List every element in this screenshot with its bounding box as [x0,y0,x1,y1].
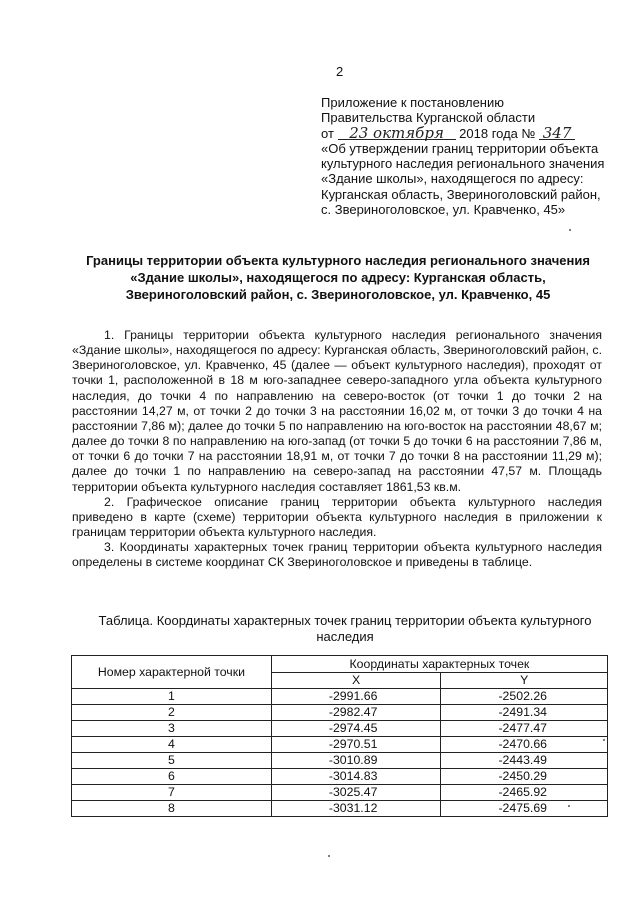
scan-speck [328,855,330,857]
header-y: Y [441,673,608,689]
point-number: 2 [72,705,272,721]
appendix-subject-line: Курганская область, Звериноголовский район, [321,186,601,202]
point-number: 7 [72,785,272,801]
coord-x: -2974.45 [271,721,441,737]
appendix-subject-line: с. Звериноголовское, ул. Кравченко, 45» [321,202,566,218]
scan-speck [603,739,605,741]
handwritten-number: 347 [539,126,575,141]
point-number: 8 [72,801,272,817]
coord-x: -2991.66 [271,689,441,705]
table-row [72,721,608,737]
coord-y: -2470.66 [441,737,608,753]
table-row [72,753,608,769]
scan-speck [568,805,570,807]
coord-y: -2491.34 [441,705,608,721]
coord-y: -2477.47 [441,721,608,737]
from-prefix: от [321,125,334,141]
handwritten-date: 23 октября [338,126,456,141]
coord-x: -2982.47 [271,705,441,721]
table-row [72,689,608,705]
coord-y: -2450.29 [441,769,608,785]
appendix-line-1: Приложение к постановлению [321,95,504,110]
point-number: 4 [72,737,272,753]
paragraph: 3. Координаты характерных точек границ территории объекта культурного наследия определены в системе координат СК Звериноголовское и приведены в таблице. [72,540,602,570]
table-row [72,705,608,721]
coord-y: -2443.49 [441,753,608,769]
year-text: 2018 года № [459,125,536,141]
coord-x: -3025.47 [271,785,441,801]
appendix-date-line [321,123,621,142]
coordinates-table [71,655,608,817]
appendix-subject-line: «Об утверждении границ территории объекта [321,140,599,156]
header-point-number: Номер характерной точки [72,656,272,689]
point-number: 1 [72,689,272,705]
appendix-subject-line: «Здание школы», находящегося по адресу: [321,171,584,187]
scan-speck [569,229,571,231]
appendix-line-2: Правительства Курганской области [321,110,536,126]
table-row [72,769,608,785]
coord-y: -2502.26 [441,689,608,705]
point-number: 3 [72,721,272,737]
document-title: Границы территории объекта культурного наследия регионального значения «Здание школы», находящегося по адресу: Курганская область, Звериноголовский район, с. Звериноголовское, ул. Кравченко, 45 [86,253,590,302]
coord-y: -2475.69 [441,801,608,817]
body-text [72,328,602,571]
coord-x: -3014.83 [271,769,441,785]
paragraph: 2. Графическое описание границ территории объекта культурного наследия приведено в карте (схеме) территории объекта культурного наследия в приложении к границам территории объекта культурного наследия. [72,494,602,540]
header-x: X [271,673,441,689]
appendix-subject-line: культурного наследия регионального значения [321,156,605,172]
table-row [72,737,608,753]
point-number: 5 [72,753,272,769]
paragraph: 1. Границы территории объекта культурного наследия регионального значения «Здание школы», находящегося по адресу: Курганская область, Звериноголовский район, с. Звериноголовское, ул. Кравченко, 45 (далее — объект культурного наследия), проходят от точки 1, расположенной в 18 м юго-западнее северо-западного угла объекта культурного наследия, до точки 4 по направлению на северо-восток (от точки 1 до точки 2 на расстоянии 14,27 м, от точки 2 до точки 3 на расстоянии 16,02 м, от точки 3 до точки 4 на расстоянии 7,86 м); далее до точки 5 по направлению на юго-восток на расстоянии 48,67 м; далее до точки 8 по направлению на юго-запад (от точки 5 до точки 6 на расстоянии 7,86 м, от точки 6 до точки 7 на расстоянии 18,91 м, от точки 7 до точки 8 на расстоянии 11,29 м); далее до точки 1 по направлению на северо-запад на расстоянии 47,57 м. Площадь территории объекта культурного наследия составляет 1861,53 кв.м. [72,328,602,494]
coord-x: -3010.89 [271,753,441,769]
coord-x: -3031.12 [271,801,441,817]
coord-y: -2465.92 [441,785,608,801]
header-coordinates: Координаты характерных точек [271,656,607,673]
coord-x: -2970.51 [271,737,441,753]
appendix-header [321,95,621,217]
point-number: 6 [72,769,272,785]
table-row [72,801,608,817]
table-caption: Таблица. Координаты характерных точек границ территории объекта культурного наследия [98,613,592,644]
page-number: 2 [336,64,344,79]
table-row [72,785,608,801]
